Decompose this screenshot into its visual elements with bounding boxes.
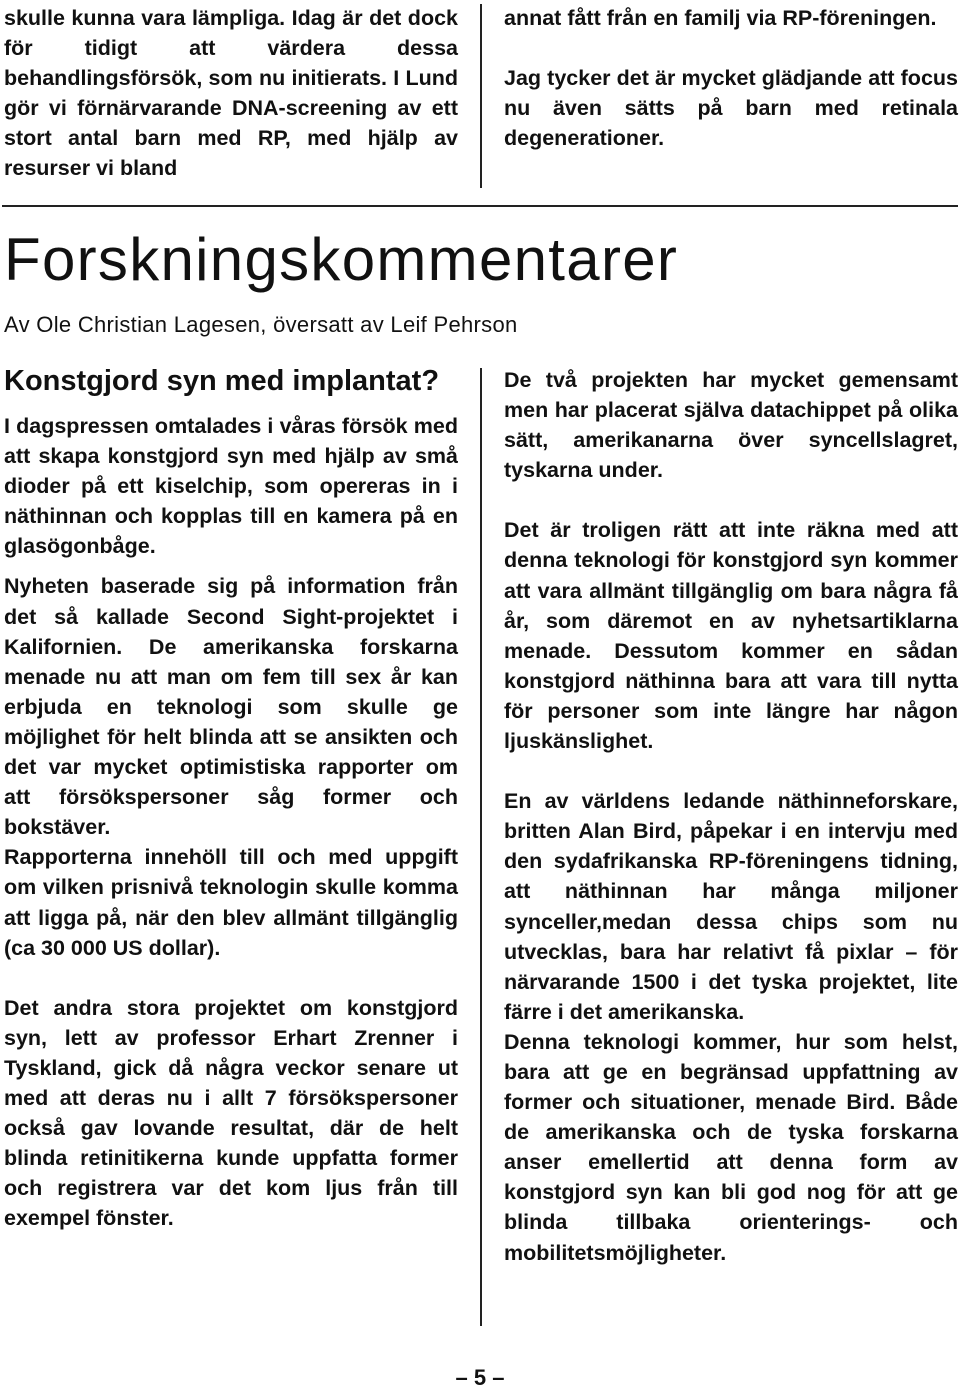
article-subheading: Konstgjord syn med implantat? [4, 365, 440, 397]
top-column-divider [480, 4, 482, 188]
section-divider [2, 205, 958, 207]
article-paragraph-2: Nyheten baserade sig på information från det så kallade Second Sight-projektet i Kalifornien. De amerikanska forskarna menade nu att man om fem till sex år kan erbjuda en teknologi som skulle ge möjlighet för helt blinda att se ansikten och det var mycket optimistiska rapporter om att försökspersoner såg former och bokstäver. [4, 574, 458, 840]
article-right-column [504, 365, 958, 1268]
article-column-divider [480, 368, 482, 1326]
article-paragraph-7: En av världens ledande näthinneforskare, britten Alan Bird, påpekar i en intervju med den sydafrikanska RP-föreningens tidning, att näthinnan har många miljoner synceller,medan dessa chips som nu utvecklas, bara har relativt få pixlar – för närvarande 1500 i det tyska projektet, lite färre i det amerikanska. [504, 789, 958, 1024]
article-paragraph-3: Rapporterna innehöll till och med uppgift om vilken prisnivå teknologin skulle komma att ligga på, när den blev allmänt tillgänglig (ca 30 000 US dollar). [4, 845, 458, 960]
article-paragraph-6: Det är troligen rätt att inte räkna med att denna teknologi för konstgjord syn kommer att vara allmänt tillgänglig om bara några få år, som däremot en av nyhetsartiklarna menade. Dessutom kommer en sådan konstgjord näthinna bara att vara till nytta för personer som inte längre har någon ljuskänslighet. [504, 518, 958, 754]
article-left-column [4, 365, 458, 1233]
article-paragraph-1: I dagspressen omtalades i våras försök med att skapa konstgjord syn med hjälp av små dioder på ett kiselchip, som opereras in i näthinnan och kopplas till en kamera på en glasögonbåge. [4, 414, 458, 559]
top-right-paragraph-1: annat fått från en familj via RP-föreningen. [504, 6, 937, 30]
article-paragraph-4: Det andra stora projektet om konstgjord syn, lett av professor Erhart Zrenner i Tyskland, gick då några veckor senare ut med att deras nu i allt 7 försökspersoner också gav lovande resultat, där de helt blinda retinitikerna kunde uppfatta former och registrera var det kom ljus från till exempel fönster. [4, 995, 458, 1231]
page-number: – 5 – [455, 1365, 505, 1390]
article-paragraph-5: De två projekten har mycket gemensamt men har placerat själva datachippet på olika sätt, amerikanarna över syncellslagret, tyskarna under. [504, 368, 958, 483]
top-right-column [504, 3, 958, 153]
article-paragraph-8: Denna teknologi kommer, hur som helst, bara att ge en begränsad uppfattning av former och situationer, menade Bird. Både de amerikanska och de tyska forskarna anser emellertid att denna form av konstgjord syn kan bli god nog för att ge blinda tillbaka orienterings- och mobilitetsmöjligheter. [504, 1029, 958, 1265]
article-byline: Av Ole Christian Lagesen, översatt av Leif Pehrson [4, 312, 518, 337]
top-left-paragraph: skulle kunna vara lämpliga. Idag är det dock för tidigt att värdera dessa behandlingsförsök, som nu initierats. I Lund gör vi förnärvarande DNA-screening av ett stort antal barn med RP, med hjälp av resurser vi bland [4, 6, 458, 181]
article-headline: Forskningskommentarer [4, 226, 679, 293]
top-right-paragraph-2: Jag tycker det är mycket glädjande att focus nu även sätts på barn med retinala degenerationer. [504, 66, 958, 151]
top-left-column [4, 3, 458, 184]
